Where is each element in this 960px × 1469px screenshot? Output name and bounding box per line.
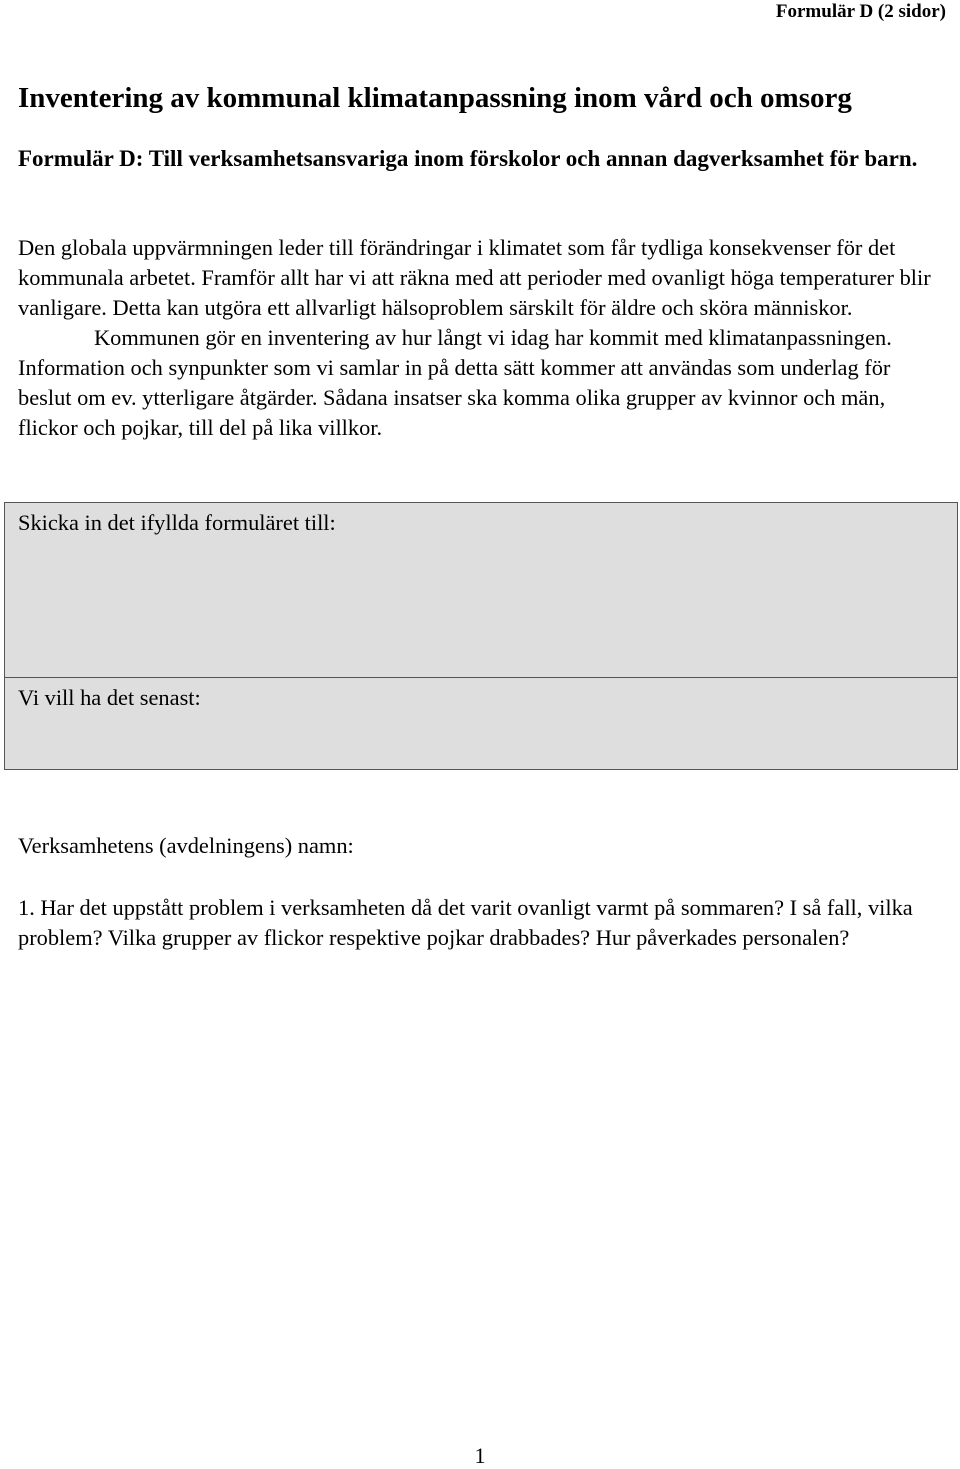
intro-paragraph: Kommunen gör en inventering av hur långt vi idag har kommit med klimatanpassningen. Information och synpunkter som vi samlar in på detta sätt kommer att användas som underlag för beslut om ev. ytterligare åtgärder. Sådana insatser ska komma olika grupper av kvinnor och män, flickor och pojkar, till del på lika villkor. [18,325,892,440]
unit-name-field[interactable]: Verksamhetens (avdelningens) namn: [18,833,354,858]
document-title: Inventering av kommunal klimatanpassning inom vård och omsorg [18,82,852,114]
page-number: 1 [474,1443,486,1468]
document-subtitle: Formulär D: Till verksamhetsansvariga inom förskolor och annan dagverksamhet för barn. [18,146,918,171]
intro-paragraph: Den globala uppvärmningen leder till förändringar i klimatet som får tydliga konsekvenser för det kommunala arbetet. Framför allt har vi att räkna med att perioder med ovanligt höga temperaturer blir vanligare. Detta kan utgöra ett allvarligt hälsoproblem särskilt för äldre och sköra människor. [18,235,931,320]
form-tag: Formulär D (2 sidor) [775,1,946,22]
submission-box [4,502,958,770]
intro-text [18,233,943,443]
question-1: 1. Har det uppstått problem i verksamheten då det varit ovanligt varmt på sommaren? I så fall, vilka problem? Vilka grupper av flickor respektive pojkar drabbades? Hur påverkades personalen? [18,895,913,950]
box-divider [5,677,957,678]
deadline-field[interactable]: Vi vill ha det senast: [18,685,201,710]
send-to-field[interactable]: Skicka in det ifyllda formuläret till: [18,510,336,535]
